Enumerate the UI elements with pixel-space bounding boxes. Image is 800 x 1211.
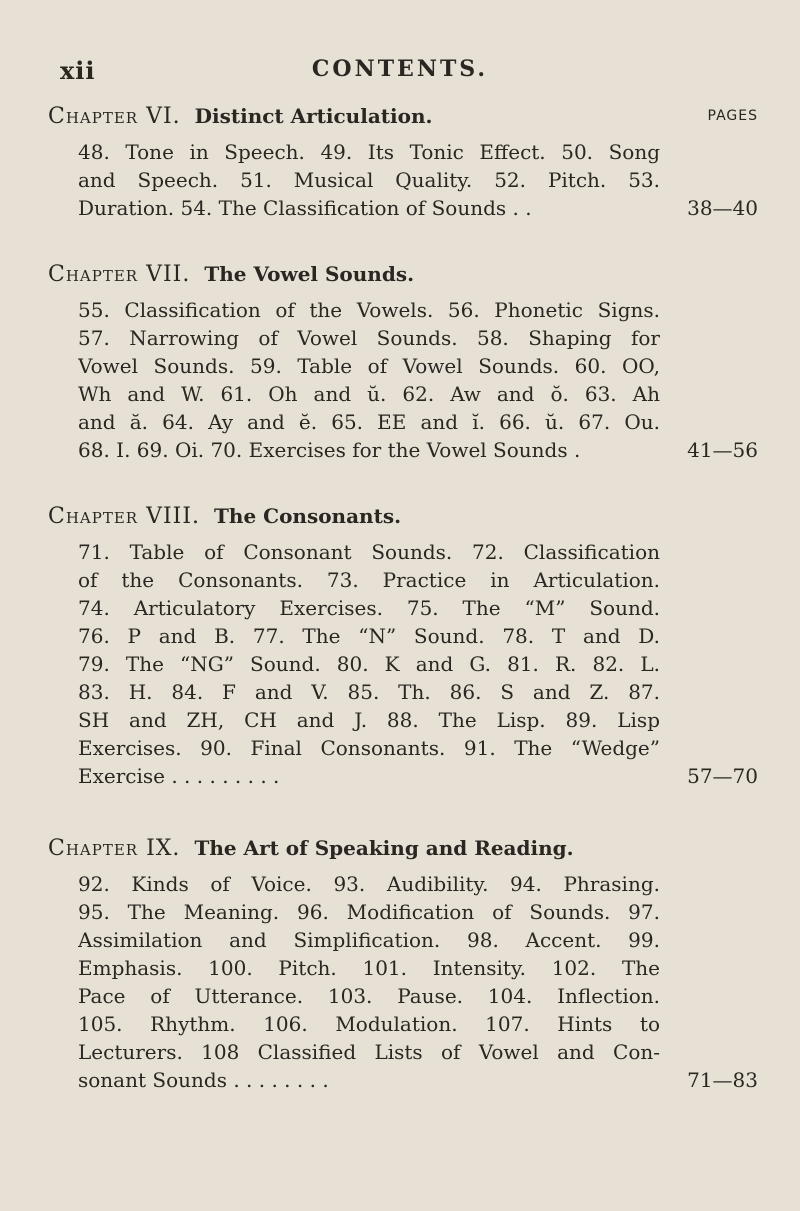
section-list	[78, 138, 660, 222]
section-line: 48. Tone in Speech. 49. Its Tonic Effect. 50. Song	[78, 140, 660, 164]
section-line: and Speech. 51. Musical Quality. 52. Pitch. 53.	[78, 168, 660, 192]
section-line: Emphasis. 100. Pitch. 101. Intensity. 102. The	[78, 956, 660, 980]
chapter-title: The Consonants.	[214, 504, 402, 528]
chapter-title: Distinct Articulation.	[194, 104, 433, 128]
section-line: Exercise . . . . . . . . .	[78, 764, 280, 788]
section-line: 76. P and B. 77. The “N” Sound. 78. T and D.	[78, 624, 660, 648]
section-list	[78, 296, 660, 464]
running-head	[60, 56, 740, 90]
chapter-heading	[48, 258, 758, 290]
page-range: 71—83	[687, 1068, 758, 1092]
section-line: SH and ZH, CH and J. 88. The Lisp. 89. Lisp	[78, 708, 660, 732]
section-line: Exercises. 90. Final Consonants. 91. The “Wedge”	[78, 736, 660, 760]
chapter-entry	[48, 500, 758, 790]
running-title: CONTENTS.	[311, 56, 489, 82]
section-line: Vowel Sounds. 59. Table of Vowel Sounds. 60. OO,	[78, 354, 660, 378]
chapter-label: Chapter VII.	[48, 262, 191, 287]
section-line: 68. I. 69. Oi. 70. Exercises for the Vowel Sounds .	[78, 438, 581, 462]
chapter-heading	[48, 832, 758, 864]
chapter-contents	[78, 870, 758, 1094]
page-number: xii	[60, 56, 96, 85]
chapter-entry	[48, 832, 758, 1094]
section-line: 71. Table of Consonant Sounds. 72. Classification	[78, 540, 660, 564]
section-list	[78, 538, 660, 790]
page-range: 41—56	[687, 438, 758, 462]
chapter-label: Chapter VI.	[48, 104, 181, 129]
section-list	[78, 870, 660, 1094]
chapter-entry	[48, 100, 758, 222]
chapter-contents	[78, 296, 758, 464]
section-line: Wh and W. 61. Oh and ŭ. 62. Aw and ŏ. 63. Ah	[78, 382, 660, 406]
section-line: sonant Sounds . . . . . . . .	[78, 1068, 329, 1092]
section-line: 95. The Meaning. 96. Modification of Sounds. 97.	[78, 900, 660, 924]
page-range: 38—40	[687, 196, 758, 220]
section-line: 55. Classification of the Vowels. 56. Phonetic Signs.	[78, 298, 660, 322]
chapter-label: Chapter VIII.	[48, 504, 201, 529]
section-line: 74. Articulatory Exercises. 75. The “M” Sound.	[78, 596, 660, 620]
chapter-label: Chapter IX.	[48, 836, 181, 861]
section-line: 83. H. 84. F and V. 85. Th. 86. S and Z. 87.	[78, 680, 660, 704]
chapter-title: The Art of Speaking and Reading.	[194, 836, 574, 860]
section-line: 57. Narrowing of Vowel Sounds. 58. Shaping for	[78, 326, 660, 350]
chapter-contents	[78, 538, 758, 790]
chapter-entry	[48, 258, 758, 464]
section-line: of the Consonants. 73. Practice in Articulation.	[78, 568, 660, 592]
chapter-heading	[48, 100, 758, 132]
section-line: Assimilation and Simplification. 98. Accent. 99.	[78, 928, 660, 952]
section-line: and ă. 64. Ay and ĕ. 65. EE and ĭ. 66. ŭ. 67. Ou.	[78, 410, 660, 434]
section-line: 92. Kinds of Voice. 93. Audibility. 94. Phrasing.	[78, 872, 660, 896]
chapter-title: The Vowel Sounds.	[204, 262, 415, 286]
section-line: Pace of Utterance. 103. Pause. 104. Inflection.	[78, 984, 660, 1008]
section-line: 79. The “NG” Sound. 80. K and G. 81. R. 82. L.	[78, 652, 660, 676]
chapter-heading	[48, 500, 758, 532]
section-line: 105. Rhythm. 106. Modulation. 107. Hints to	[78, 1012, 660, 1036]
section-line: Lecturers. 108 Classified Lists of Vowel and Con-	[78, 1040, 660, 1064]
chapter-contents	[78, 138, 758, 222]
pages-column-label: PAGES	[707, 108, 758, 124]
section-line: Duration. 54. The Classification of Sounds . .	[78, 196, 532, 220]
page-range: 57—70	[687, 764, 758, 788]
